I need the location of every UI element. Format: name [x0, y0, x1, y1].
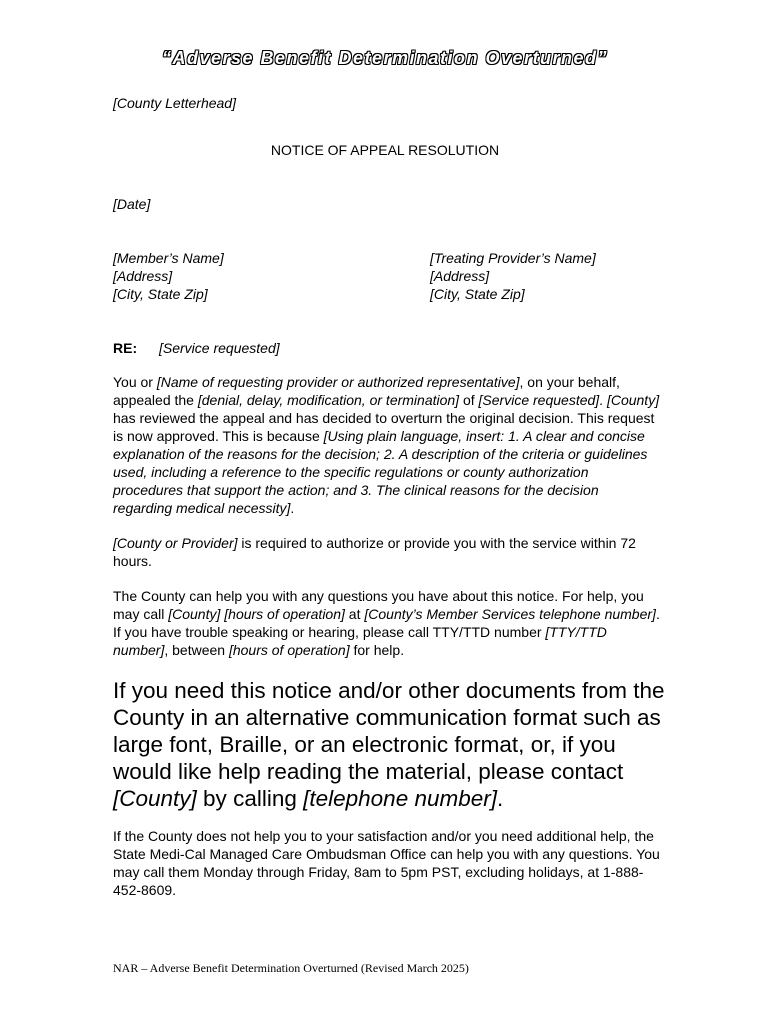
- appeal-paragraph: You or [Name of requesting provider or authorized representative], on your behalf, appealed the [denial, delay, modification, or termination] of [Service requested]. [County] has reviewed the appeal and has decided to overturn the original decision. This request is now approved. This is because [Using plain language, insert: 1. A clear and concise explanation of the reasons for the decision; 2. A description of the criteria or guidelines used, including a reference to the specific regulations or county authorization procedures that support the action; and 3. The clinical reasons for the decision regarding medical necessity].: [113, 374, 660, 516]
- re-value: [Service requested]: [159, 340, 280, 356]
- member-address: [Address]: [113, 268, 173, 284]
- member-city: [City, State Zip]: [113, 286, 208, 302]
- provider-address: [Address]: [430, 268, 490, 284]
- letterhead: [County Letterhead]: [113, 95, 236, 111]
- re-label: RE:: [113, 340, 138, 356]
- authorization-paragraph: [County or Provider] is required to authorize or provide you with the service within 72 hours.: [113, 535, 636, 569]
- document-banner: “Adverse Benefit Determination Overturned”: [161, 48, 609, 68]
- member-address-block: [113, 249, 224, 303]
- alternative-format-notice: If you need this notice and/or other documents from the County in an alternative communication format such as large font, Braille, or an electronic format, or, if you would like help reading the material, please contact [County] by calling [telephone number].: [113, 678, 665, 811]
- ombudsman-paragraph: If the County does not help you to your satisfaction and/or you need additional help, the State Medi-Cal Managed Care Ombudsman Office can help you with any questions. You may call them Monday through Friday, 8am to 5pm PST, excluding holidays, at 1-888-452-8609.: [113, 828, 660, 898]
- help-paragraph: The County can help you with any questions you have about this notice. For help, you may call [County] [hours of operation] at [County’s Member Services telephone number]. If you have trouble speaking or hearing, please call TTY/TTD number [TTY/TTD number], between [hours of operation] for help.: [113, 588, 660, 658]
- provider-name: [Treating Provider’s Name]: [430, 250, 596, 266]
- provider-city: [City, State Zip]: [430, 286, 525, 302]
- page-footer: NAR – Adverse Benefit Determination Overturned (Revised March 2025): [113, 961, 469, 975]
- page-title: NOTICE OF APPEAL RESOLUTION: [270, 142, 500, 158]
- re-line: [113, 339, 280, 357]
- member-name: [Member’s Name]: [113, 250, 224, 266]
- provider-address-block: [430, 249, 596, 303]
- date-field: [Date]: [113, 196, 151, 212]
